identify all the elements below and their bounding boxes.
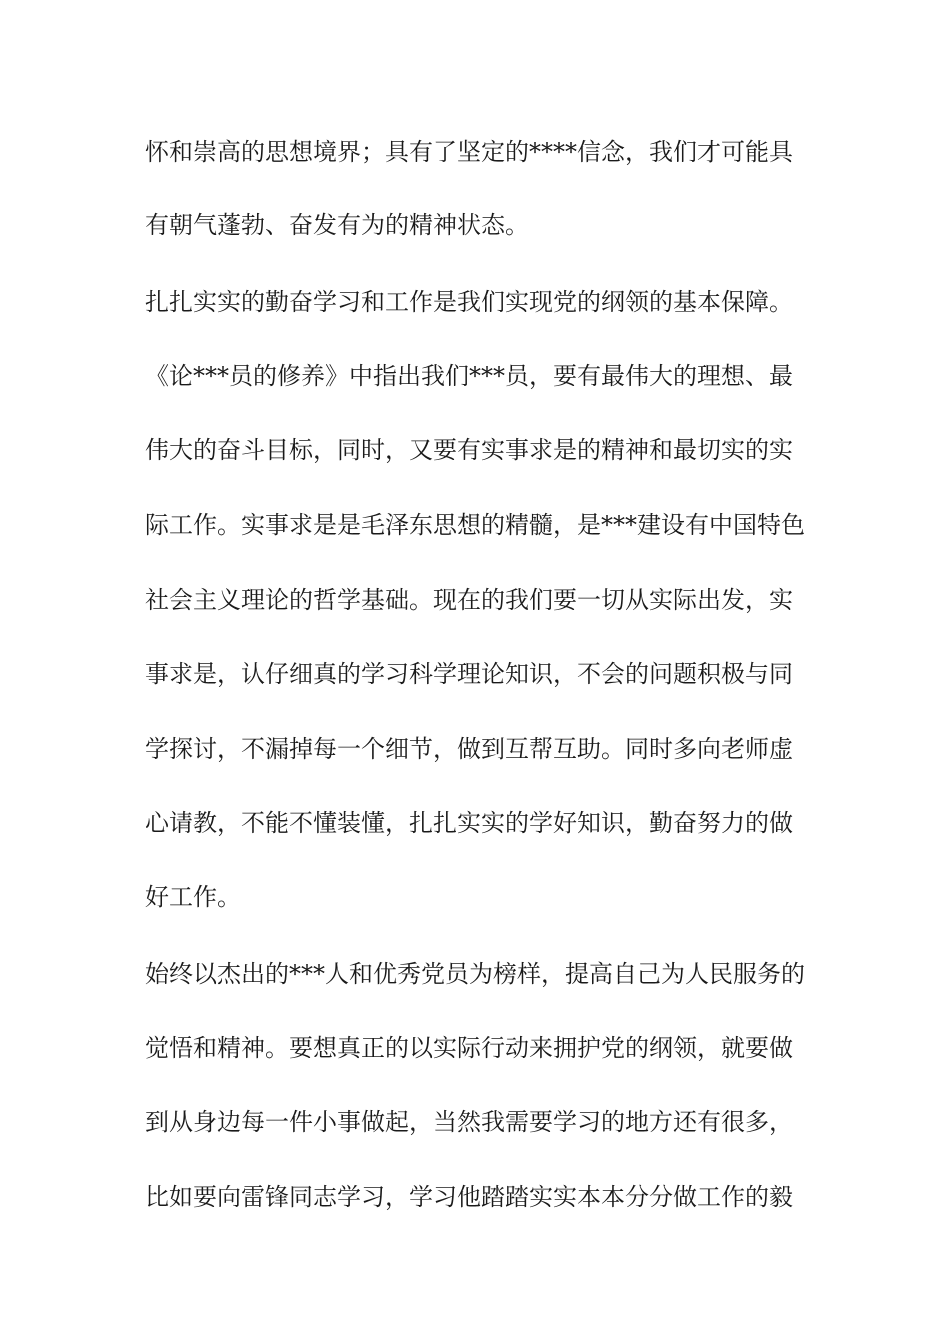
text-line: 始终以杰出的***人和优秀党员为榜样，提高自己为人民服务的 xyxy=(145,960,805,988)
text-line: 有朝气蓬勃、奋发有为的精神状态。 xyxy=(145,211,529,239)
text-line: 扎扎实实的勤奋学习和工作是我们实现党的纲领的基本保障。 xyxy=(145,288,793,316)
text-line: 怀和崇高的思想境界；具有了坚定的****信念，我们才可能具 xyxy=(145,138,793,166)
text-line: 伟大的奋斗目标，同时，又要有实事求是的精神和最切实的实 xyxy=(145,436,793,464)
text-line: 好工作。 xyxy=(145,883,241,911)
text-line: 觉悟和精神。要想真正的以实际行动来拥护党的纲领，就要做 xyxy=(145,1034,793,1062)
text-line: 心请教，不能不懂装懂，扎扎实实的学好知识，勤奋努力的做 xyxy=(145,809,793,837)
text-line: 事求是，认仔细真的学习科学理论知识，不会的问题积极与同 xyxy=(145,660,793,688)
text-line: 社会主义理论的哲学基础。现在的我们要一切从实际出发，实 xyxy=(145,586,793,614)
text-line: 比如要向雷锋同志学习，学习他踏踏实实本本分分做工作的毅 xyxy=(145,1183,793,1211)
text-line: 学探讨，不漏掉每一个细节，做到互帮互助。同时多向老师虚 xyxy=(145,735,793,763)
text-line: 《论***员的修养》中指出我们***员，要有最伟大的理想、最 xyxy=(145,362,793,390)
text-line: 际工作。实事求是是毛泽东思想的精髓，是***建设有中国特色 xyxy=(145,511,805,539)
text-line: 到从身边每一件小事做起，当然我需要学习的地方还有很多， xyxy=(145,1108,793,1136)
